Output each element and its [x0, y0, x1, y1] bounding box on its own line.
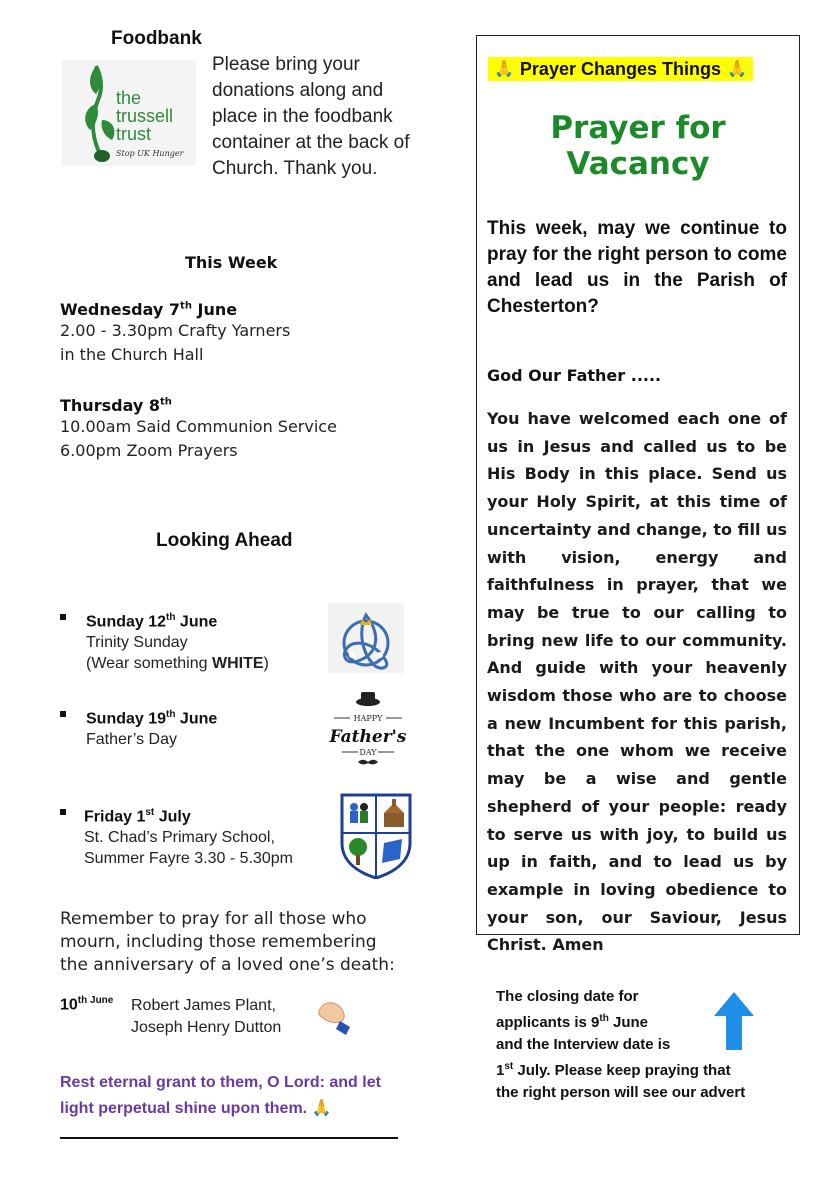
closing-line: the right person will see our advert — [496, 1084, 746, 1101]
divider — [60, 1137, 398, 1139]
logo-line1: the — [116, 88, 142, 108]
mourn-date: $10^{th June}$ — [60, 995, 114, 1014]
looking-ahead-item — [60, 704, 330, 750]
logo-line2: trussell — [116, 106, 174, 126]
school-crest-icon — [340, 793, 412, 879]
fathers-day-icon — [328, 690, 408, 770]
item-line: Summer Fayre 3.30 - 5.30pm — [84, 850, 293, 868]
item-heading: Friday 1st July — [84, 807, 191, 826]
item-line: Trinity Sunday — [86, 634, 188, 652]
fathers-icon-bottom: DAY — [359, 748, 377, 757]
prayer-changes-banner — [488, 57, 753, 81]
event-line: 6.00pm Zoom Prayers — [60, 441, 238, 460]
arrow-up-icon — [712, 990, 756, 1052]
item-heading: Sunday 19th June — [86, 709, 218, 728]
rest-eternal-text: Rest eternal grant to them, O Lord: and let light perpetual shine upon them. 🙏 — [60, 1074, 381, 1117]
this-week-title: This Week — [185, 253, 278, 272]
foodbank-title: Foodbank — [111, 28, 202, 49]
trussell-trust-logo — [62, 60, 196, 166]
event-thursday — [60, 396, 390, 463]
bullet-icon — [60, 614, 66, 620]
event-heading: Thursday 8th — [60, 396, 172, 415]
banner-text: Prayer Changes Things — [519, 58, 721, 79]
event-line: 2.00 - 3.30pm Crafty Yarners — [60, 321, 291, 340]
mourn-names — [131, 995, 281, 1039]
prayer-title: Prayer for Vacancy — [550, 110, 726, 182]
event-line: in the Church Hall — [60, 345, 204, 364]
closing-line: and the Interview date is — [496, 1036, 671, 1053]
event-wednesday — [60, 300, 390, 367]
looking-ahead-item — [60, 607, 330, 674]
praying-hands-icon — [314, 995, 358, 1039]
praying-hands-icon: 🙏 — [726, 61, 747, 78]
trinity-icon — [328, 603, 404, 673]
fathers-icon-top: HAPPY — [353, 714, 383, 723]
item-heading: Sunday 12th June — [86, 612, 218, 631]
trussell-leaf-icon — [62, 60, 196, 166]
logo-tagline: Stop UK Hunger — [116, 149, 184, 158]
mourn-name: Joseph Henry Dutton — [131, 1019, 282, 1036]
logo-line3: trust — [116, 124, 152, 144]
praying-hands-icon: 🙏 — [494, 61, 514, 78]
closing-line: applicants is 9th June — [496, 1013, 649, 1031]
item-line: St. Chad’s Primary School, — [84, 829, 275, 847]
prayer-intro: This week, may we continue to pray for the right person to come and lead us in the Parish of Chesterton? — [487, 218, 787, 317]
item-line: Father’s Day — [86, 731, 177, 749]
praying-hands-glyph-icon: 🙏 — [311, 1100, 332, 1117]
event-heading: Wednesday 7th June — [60, 300, 238, 319]
closing-line: 1st July. Please keep praying that — [496, 1061, 731, 1079]
fathers-icon-main: Father's — [329, 727, 407, 747]
prayer-opening: God Our Father ..... — [487, 366, 662, 385]
mourn-name: Robert James Plant, — [131, 997, 276, 1014]
looking-ahead-item — [60, 802, 330, 869]
closing-line: The closing date for — [496, 988, 639, 1005]
event-line: 10.00am Said Communion Service — [60, 417, 337, 436]
remember-text: Remember to pray for all those who mourn, including those remembering the anniversary of a loved one’s death: — [60, 909, 395, 975]
bullet-icon — [60, 809, 66, 815]
prayer-body: You have welcomed each one of us in Jesus and called us to be His Body in this place. Send us your Holy Spirit, at this time of uncertainty and change, to fill us with vision, energy and faithfulness in prayer, that we may be true to our calling to bring new life to our community. And guide with your heavenly wisdom those who are to choose a new Incumbent for this parish, that the one whom we receive may be a wise and gentle shepherd of your people: ready to serve us with joy, to build us up in faith, and to lead us by example in loving obedience to your son, our Saviour, Jesus Christ. Amen — [487, 409, 787, 955]
looking-ahead-title: Looking Ahead — [156, 530, 293, 551]
foodbank-text: Please bring your donations along and place in the foodbank container at the back of Church. Thank you. — [212, 54, 410, 179]
bullet-icon — [60, 711, 66, 717]
item-line: (Wear something WHITE) — [86, 655, 269, 673]
